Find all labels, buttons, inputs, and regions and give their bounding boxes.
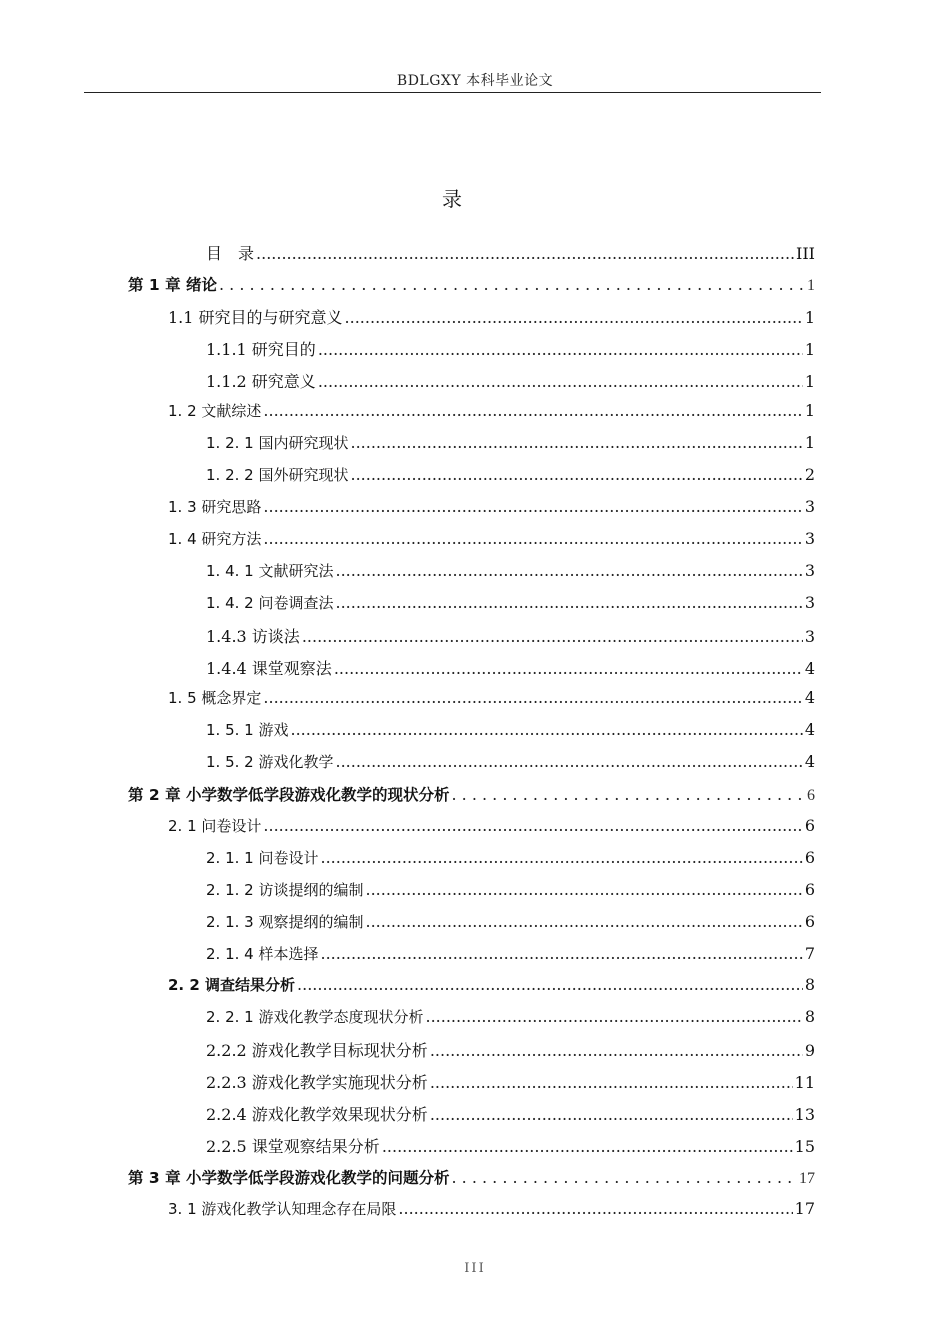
toc-entry-page: III: [796, 244, 815, 263]
dot-leader: [263, 401, 802, 420]
toc-entry-label: 2. 1. 4 样本选择: [206, 944, 319, 963]
toc-entry-label: 2.2.4 游戏化教学效果现状分析: [206, 1105, 428, 1125]
toc-chapter-3[interactable]: [128, 1166, 815, 1198]
toc-entry-page: 6: [804, 816, 815, 836]
toc-entry-page: 17: [794, 1198, 815, 1218]
toc-entry-label: 2. 1. 2 访谈提纲的编制: [206, 880, 364, 899]
toc-subsection[interactable]: [128, 1102, 815, 1134]
toc-section[interactable]: [128, 687, 815, 719]
toc-entry-page: 17: [799, 1169, 815, 1187]
toc-subsection[interactable]: [128, 911, 815, 943]
toc-entry-label: 2. 1. 3 观察提纲的编制: [206, 912, 364, 931]
toc-entry-label: 2.2.5 课堂观察结果分析: [206, 1136, 380, 1156]
dot-leader: [263, 816, 802, 835]
toc-subsection[interactable]: [128, 847, 815, 879]
dot-leader: [263, 497, 802, 516]
toc-entry-page: 7: [804, 943, 815, 963]
toc-entry-page: 3: [804, 592, 815, 612]
toc-entry-page: 3: [804, 529, 815, 549]
dot-leader: [318, 372, 803, 391]
toc-entry-page: 1: [804, 401, 815, 421]
dot-leader: [263, 688, 802, 707]
toc-entry-page: 1: [804, 339, 815, 359]
toc-section[interactable]: [128, 305, 815, 337]
toc-entry-page: 15: [794, 1136, 815, 1156]
toc-entry-page: 4: [804, 688, 815, 708]
dot-leader: [451, 1168, 797, 1187]
toc-entry-label: 1. 4 研究方法: [168, 530, 262, 549]
toc-entry-page: 4: [804, 720, 815, 740]
toc-subsection[interactable]: [128, 1006, 815, 1038]
toc-entry-label: 2. 2 调查结果分析: [168, 976, 296, 995]
toc-entry-page: 4: [804, 658, 815, 678]
toc-entry-page: 3: [804, 560, 815, 580]
toc-entry-page: 8: [804, 975, 815, 995]
toc-entry-page: 3: [804, 626, 815, 646]
dot-leader: [256, 244, 794, 263]
toc-entry-page: 1: [804, 433, 815, 453]
dot-leader: [398, 1199, 792, 1218]
dot-leader: [350, 433, 802, 452]
toc-entry-page: 11: [794, 1073, 815, 1093]
toc-subsection[interactable]: [128, 1070, 815, 1102]
toc-entry-page: 9: [804, 1041, 815, 1061]
toc-section[interactable]: [128, 974, 815, 1006]
dot-leader: [335, 752, 802, 771]
dot-leader: [297, 975, 803, 994]
toc-entry-label: 2.2.3 游戏化教学实施现状分析: [206, 1073, 428, 1093]
toc-entry-page: 1: [804, 371, 815, 391]
toc-entry-label: 1. 5. 2 游戏化教学: [206, 753, 334, 772]
toc-subsection[interactable]: [128, 1134, 815, 1166]
dot-leader: [430, 1105, 793, 1124]
toc-entry-label: 2. 2. 1 游戏化教学态度现状分析: [206, 1008, 424, 1027]
toc-subsection[interactable]: [128, 879, 815, 911]
toc-section[interactable]: [128, 528, 815, 560]
toc-entry-label: 1.4.3 访谈法: [206, 626, 300, 646]
toc-entry-page: 1: [804, 307, 815, 327]
toc-entry-label: 1.1.1 研究目的: [206, 339, 316, 359]
toc-entry-label: 1. 4. 2 问卷调查法: [206, 593, 334, 612]
toc-subsection[interactable]: [128, 943, 815, 975]
toc-chapter-1[interactable]: [128, 273, 815, 305]
toc-entry-page: 6: [807, 787, 815, 805]
toc-subsection[interactable]: [128, 464, 815, 496]
toc-chapter-2[interactable]: [128, 783, 815, 815]
toc-entry-label: 目 录: [206, 244, 255, 263]
dot-leader: [263, 529, 802, 548]
toc-entry-label: 2.2.2 游戏化教学目标现状分析: [206, 1041, 428, 1061]
toc-entry-label: 第 3 章 小学数学低学段游戏化教学的问题分析: [128, 1168, 450, 1187]
toc-entry-label: 1. 4. 1 文献研究法: [206, 561, 334, 580]
dot-leader: [334, 659, 803, 678]
toc-entry-label: 1.4.4 课堂观察法: [206, 658, 332, 678]
toc-subsection[interactable]: [128, 751, 815, 783]
toc-entry-label: 1. 2. 1 国内研究现状: [206, 434, 349, 453]
toc-entry-page: 2: [804, 465, 815, 485]
toc-entry-label: 1. 2. 2 国外研究现状: [206, 466, 349, 485]
toc-subsection[interactable]: [128, 369, 815, 401]
toc-subsection[interactable]: [128, 624, 815, 656]
dot-leader: [335, 561, 802, 580]
toc-subsection[interactable]: [128, 592, 815, 624]
toc-entry-label: 2. 1. 1 问卷设计: [206, 848, 319, 867]
dot-leader: [382, 1137, 793, 1156]
dot-leader: [425, 1007, 802, 1026]
dot-leader: [302, 627, 803, 646]
toc-entry-page: 6: [804, 911, 815, 931]
toc-entry-label: 1.1 研究目的与研究意义: [168, 307, 343, 327]
dot-leader: [430, 1041, 803, 1060]
dot-leader: [320, 848, 802, 867]
toc-subsection[interactable]: [128, 560, 815, 592]
page-number-footer: III: [464, 1261, 486, 1276]
toc-section[interactable]: [128, 815, 815, 847]
dot-leader: [365, 912, 802, 931]
toc-entry-page: 4: [804, 752, 815, 772]
toc-section[interactable]: [128, 496, 815, 528]
toc-subsection[interactable]: [128, 656, 815, 688]
toc-entry-page: 1: [807, 276, 815, 294]
toc-subsection[interactable]: [128, 432, 815, 464]
dot-leader: [430, 1073, 793, 1092]
toc-subsection[interactable]: [128, 1038, 815, 1070]
toc-entry-page: 6: [804, 847, 815, 867]
toc-entry-contents[interactable]: [128, 241, 815, 273]
table-of-contents: [128, 241, 815, 1230]
toc-entry-label: 1. 3 研究思路: [168, 498, 262, 517]
toc-section[interactable]: [128, 1198, 815, 1230]
toc-entry-page: 13: [794, 1105, 815, 1125]
toc-entry-page: 3: [804, 497, 815, 517]
toc-subsection[interactable]: [128, 719, 815, 751]
toc-entry-label: 2. 1 问卷设计: [168, 817, 262, 836]
dot-leader: [219, 275, 805, 294]
dot-leader: [345, 308, 803, 327]
dot-leader: [451, 785, 805, 804]
toc-entry-page: 8: [804, 1007, 815, 1027]
page-header-title: BDLGXY 本科毕业论文: [396, 73, 554, 89]
toc-entry-label: 第 2 章 小学数学低学段游戏化教学的现状分析: [128, 786, 450, 805]
toc-entry-label: 1.1.2 研究意义: [206, 371, 316, 391]
dot-leader: [350, 465, 802, 484]
toc-section[interactable]: [128, 400, 815, 432]
page-title: 录: [442, 187, 462, 211]
toc-subsection[interactable]: [128, 337, 815, 369]
toc-entry-label: 3. 1 游戏化教学认知理念存在局限: [168, 1199, 397, 1218]
header-divider: [84, 92, 821, 93]
dot-leader: [290, 720, 802, 739]
dot-leader: [318, 340, 803, 359]
dot-leader: [365, 880, 802, 899]
toc-entry-label: 1. 5. 1 游戏: [206, 721, 289, 740]
dot-leader: [335, 593, 802, 612]
toc-entry-label: 第 1 章 绪论: [128, 275, 217, 294]
toc-entry-page: 6: [804, 879, 815, 899]
toc-entry-label: 1. 2 文献综述: [168, 402, 262, 421]
dot-leader: [320, 944, 802, 963]
toc-entry-label: 1. 5 概念界定: [168, 689, 262, 708]
